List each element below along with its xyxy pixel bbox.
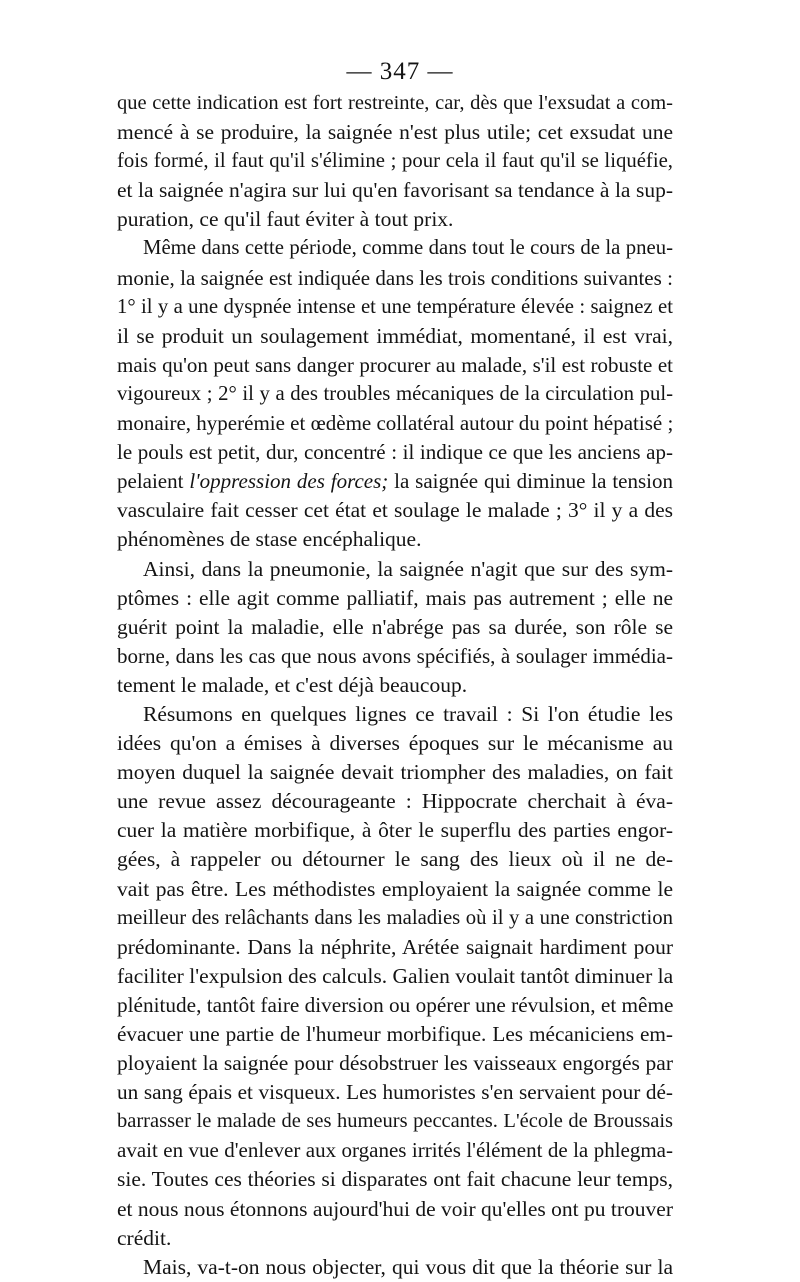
text-line: évacuer une partie de l'humeur morbifique. Les mécaniciens em- (117, 1022, 673, 1046)
text-line: Ainsi, dans la pneumonie, la saignée n'agit que sur des sym- (143, 556, 673, 581)
text-line: monaire, hyperémie et œdème collatéral autour du point hépatisé ; (117, 411, 673, 436)
text-line: ployaient la saignée pour désobstruer les vaisseaux engorgés par (117, 1051, 673, 1076)
text-line: plénitude, tantôt faire diversion ou opérer une révulsion, et même (117, 992, 673, 1017)
text-line: vasculaire fait cesser cet état et soulage le malade ; 3° il y a des (117, 498, 673, 523)
text-line: mencé à se produire, la saignée n'est plus utile; cet exsudat une (117, 120, 673, 145)
text-line: 1° il y a une dyspnée intense et une température élevée : saignez et (117, 295, 673, 318)
text-line: mais qu'on peut sans danger procurer au malade, s'il est robuste et (117, 352, 673, 377)
text-line: idées qu'on a émises à diverses époques sur le mécanisme au (117, 731, 673, 756)
text-line: Même dans cette période, comme dans tout le cours de la pneu- (143, 237, 673, 260)
italic-phrase: l'oppression des forces; (189, 469, 389, 494)
text-segment: pelaient (117, 469, 190, 494)
text-line: crédit. (117, 1225, 172, 1250)
text-line: Mais, va-t-on nous objecter, qui vous dit que la théorie sur la (143, 1254, 673, 1279)
text-line: et nous nous étonnons aujourd'hui de voir qu'elles ont pu trouver (117, 1196, 673, 1221)
text-line: le pouls est petit, dur, concentré : il indique ce que les anciens ap- (117, 440, 673, 465)
text-line: borne, dans les cas que nous avons spécifiés, à soulager immédia- (117, 643, 673, 668)
text-line: vait pas être. Les méthodistes employaient la saignée comme le (117, 876, 673, 901)
text-line: faciliter l'expulsion des calculs. Galien voulait tantôt diminuer la (117, 963, 673, 988)
text-line: phénomènes de stase encéphalique. (117, 527, 422, 552)
text-line: que cette indication est fort restreinte, car, dès que l'exsudat a com- (117, 92, 673, 114)
body-text (117, 89, 673, 1282)
text-line: avait en vue d'enlever aux organes irrités l'élément de la phlegma- (117, 1138, 673, 1163)
text-line: il se produit un soulagement immédiat, momentané, il est vrai, (117, 323, 673, 348)
text-line: guérit point la maladie, elle n'abrége pas sa durée, son rôle se (117, 614, 673, 639)
text-line: meilleur des relâchants dans les maladies où il y a une constriction (117, 906, 673, 929)
text-line: prédominante. Dans la néphrite, Arétée saignait hardiment pour (117, 934, 673, 959)
text-line: gées, à rappeler ou détourner le sang des lieux où il ne de- (117, 847, 673, 872)
text-line: vigoureux ; 2° il y a des troubles mécaniques de la circulation pul- (117, 382, 673, 405)
text-line: cuer la matière morbifique, à ôter le superflu des parties engor- (117, 818, 673, 843)
text-line: moyen duquel la saignée devait triompher des maladies, on fait (117, 760, 673, 785)
text-line: fois formé, il faut qu'il s'élimine ; pour cela il faut qu'il se liquéfie, (117, 150, 673, 173)
page-number: — 347 — (346, 58, 454, 85)
text-line: ptômes : elle agit comme palliatif, mais pas autrement ; elle ne (117, 585, 673, 610)
text-line: un sang épais et visqueux. Les humoristes s'en servaient pour dé- (117, 1080, 673, 1105)
text-line: sie. Toutes ces théories si disparates ont fait chacune leur temps, (117, 1167, 673, 1192)
text-line: Résumons en quelques lignes ce travail : Si l'on étudie les (143, 701, 673, 726)
text-line: barrasser le malade de ses humeurs peccantes. L'école de Broussais (117, 1110, 673, 1133)
text-line: tement le malade, et c'est déjà beaucoup. (117, 672, 468, 697)
text-line (117, 467, 673, 496)
text-line: et la saignée n'agira sur lui qu'en favorisant sa tendance à la sup- (117, 178, 673, 203)
text-line: puration, ce qu'il faut éviter à tout prix. (117, 207, 454, 232)
text-line: une revue assez décourageante : Hippocrate cherchait à éva- (117, 789, 673, 814)
text-line: monie, la saignée est indiquée dans les trois conditions suivantes : (117, 265, 673, 290)
text-segment: la saignée qui diminue la tension (388, 469, 673, 494)
